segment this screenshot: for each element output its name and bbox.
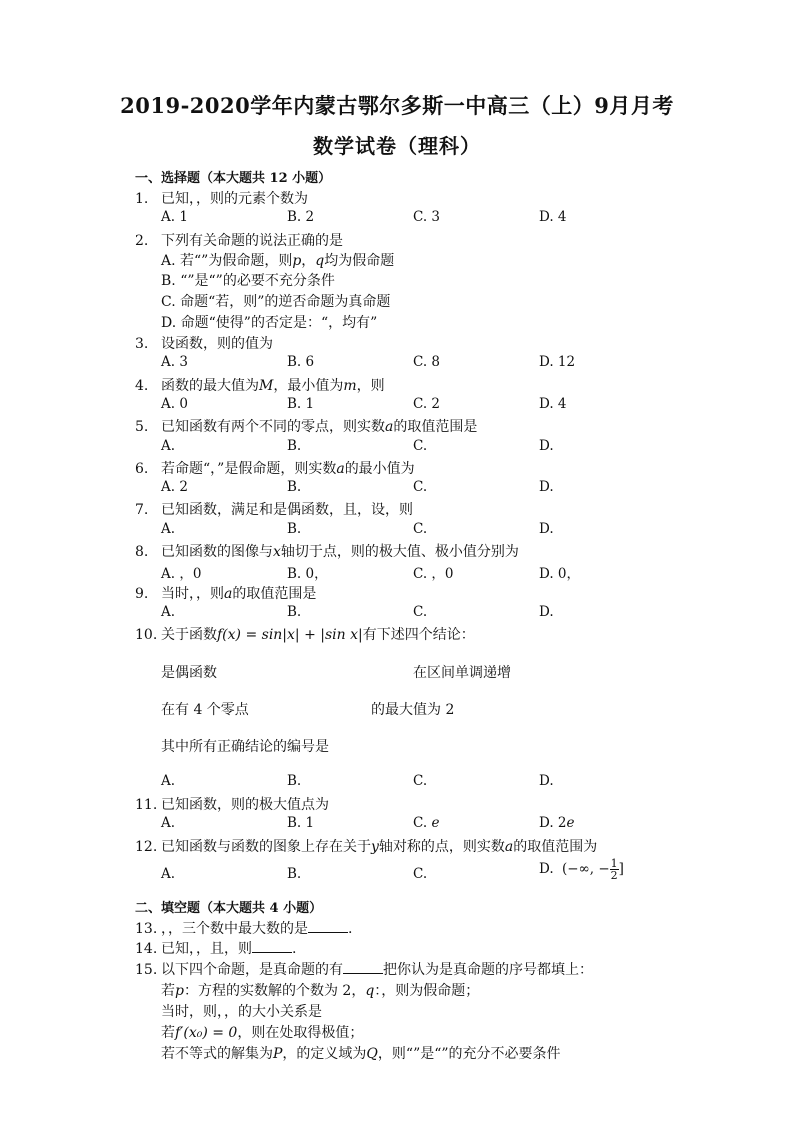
question-stem: 的取值范围是 [232, 586, 317, 602]
math-fraction [610, 858, 619, 881]
q12-option-c: C. [413, 866, 428, 882]
option-text: 均为假命题 [324, 253, 395, 269]
math-var: a [385, 419, 394, 435]
question-stem: 有下述四个结论： [362, 627, 475, 643]
question-number: 11. [135, 797, 158, 813]
math-var: q [365, 983, 375, 999]
q12-option-a: A. [161, 866, 176, 882]
question-1 [135, 188, 308, 208]
question-stem: 已知函数有两个不同的零点，则实数 [161, 419, 385, 435]
math-var: M [259, 378, 274, 394]
question-number: 2. [135, 233, 149, 249]
q6-option-b: B. [287, 479, 302, 495]
question-number: 6. [135, 461, 149, 477]
q1-option-a: A. 1 [161, 209, 188, 225]
math-var: a [224, 586, 233, 602]
q4-option-b: B. 1 [287, 396, 315, 412]
question-stem: ，最小值为 [273, 378, 344, 394]
answer-blank[interactable] [308, 920, 348, 933]
question-number: 12. [135, 839, 158, 855]
question-11 [135, 794, 329, 814]
q10-option-a: A. [161, 773, 176, 789]
q12-option-d [539, 858, 624, 881]
q1-option-b: B. 2 [287, 209, 315, 225]
question-number: 4. [135, 378, 149, 394]
question-number: 13. [135, 921, 158, 937]
question-stem: 关于函数 [161, 627, 217, 643]
q1-option-c: C. 3 [413, 209, 441, 225]
math-var: m [343, 378, 357, 394]
question-stem: 轴切于点，则的极大值、极小值分别为 [280, 544, 519, 560]
q10-statement-1: 是偶函数 [161, 665, 217, 681]
proposition-text: 若不等式的解集为 [161, 1046, 273, 1062]
q9-option-a: A. [161, 604, 176, 620]
q3-option-d: D. 12 [539, 354, 576, 370]
q8-option-b: B. 0， [287, 566, 328, 582]
q4-option-a: A. 0 [161, 396, 188, 412]
exam-title-line1: 2019-2020学年内蒙古鄂尔多斯一中高三（上）9月月考 [120, 93, 674, 118]
question-number: 1. [135, 191, 149, 207]
option-text: ， [301, 253, 316, 269]
q12-option-b: B. [287, 866, 302, 882]
exam-title-line2: 数学试卷（理科） [313, 134, 481, 158]
fraction-numerator: 1 [610, 857, 618, 870]
question-number: 9. [135, 586, 149, 602]
question-stem: 以下四个命题，是真命题的有 [161, 962, 343, 978]
question-stem: 的取值范围是 [393, 419, 478, 435]
proposition-text: ，则在处取得极值； [237, 1025, 364, 1041]
q2-option-d: D. 命题“使得”的否定是：“，均有” [161, 315, 378, 331]
q7-option-d: D. [539, 521, 554, 537]
question-7 [135, 499, 413, 519]
q11-option-c [413, 815, 439, 831]
question-6 [135, 458, 415, 478]
question-number: 3. [135, 336, 149, 352]
question-stem: 轴对称的点，则实数 [378, 839, 505, 855]
section-heading-choice: 一、选择题（本大题共 12 小题） [135, 171, 332, 186]
question-12 [135, 836, 597, 856]
math-var: Q [366, 1046, 378, 1062]
question-number: 8. [135, 544, 149, 560]
math-formula: f′(x₀) = 0 [175, 1025, 238, 1041]
q5-option-c: C. [413, 438, 428, 454]
q10-statement-4: 的最大值为 2 [371, 702, 455, 718]
section-heading-fill: 二、填空题（本大题共 4 小题） [135, 901, 323, 916]
question-stem: 已知函数的图像与 [161, 544, 273, 560]
option-text: A. 若“”为假命题，则 [161, 253, 293, 269]
q3-option-a: A. 3 [161, 354, 188, 370]
q10-option-b: B. [287, 773, 302, 789]
q6-option-a: A. 2 [161, 479, 188, 495]
math-var: P [273, 1046, 283, 1062]
option-text: C. [413, 815, 432, 831]
math-var: x [273, 544, 281, 560]
question-stem: 的取值范围为 [513, 839, 598, 855]
question-13 [135, 918, 352, 938]
math-var: p [292, 253, 302, 269]
q5-option-a: A. [161, 438, 176, 454]
answer-blank[interactable] [343, 961, 383, 974]
option-text: D. [539, 861, 554, 877]
option-text: D. 2 [539, 815, 567, 831]
question-stem: 函数的最大值为 [161, 378, 259, 394]
q5-option-d: D. [539, 438, 554, 454]
proposition-text: ，的定义域为 [282, 1046, 367, 1062]
math-interval: (−∞, − [561, 861, 610, 877]
question-8 [135, 541, 519, 561]
q15-proposition-3 [161, 1022, 363, 1042]
question-stem: . [348, 921, 353, 937]
q7-option-b: B. [287, 521, 302, 537]
proposition-text: 若 [161, 983, 175, 999]
q10-option-d: D. [539, 773, 554, 789]
math-formula: f(x) = sin|x| + |sin x| [217, 627, 363, 643]
math-interval: ] [618, 861, 624, 877]
q2-option-c: C. 命题“若，则”的逆否命题为真命题 [161, 294, 391, 310]
q8-option-c: C. ，0 [413, 566, 454, 582]
q1-option-d: D. 4 [539, 209, 567, 225]
answer-blank[interactable] [252, 940, 292, 953]
q15-proposition-2: 当时，则，，的大小关系是 [161, 1004, 322, 1020]
question-9 [135, 583, 316, 603]
question-stem: ，则 [356, 378, 385, 394]
math-var: e [431, 815, 440, 831]
question-stem: 已知，，且，则 [161, 941, 252, 957]
q6-option-d: D. [539, 479, 554, 495]
q8-option-a: A. ，0 [161, 566, 202, 582]
q10-ask: 其中所有正确结论的编号是 [161, 739, 329, 755]
q7-option-a: A. [161, 521, 176, 537]
proposition-text: 若 [161, 1025, 175, 1041]
q10-statement-3: 在有 4 个零点 [161, 702, 249, 718]
question-stem: . [292, 941, 297, 957]
question-5 [135, 416, 477, 436]
question-4 [135, 375, 385, 395]
math-var: y [371, 839, 379, 855]
question-number: 7. [135, 502, 149, 518]
question-stem: 已知函数，满足和是偶函数，且，设，则 [161, 502, 413, 518]
q11-option-d [539, 815, 575, 831]
q2-option-b: B. “”是“”的必要不充分条件 [161, 273, 335, 289]
q8-option-d: D. 0， [539, 566, 581, 582]
q10-statement-2: 在区间单调递增 [413, 665, 511, 681]
q11-option-b: B. 1 [287, 815, 315, 831]
math-var: e [566, 815, 575, 831]
question-stem: 下列有关命题的说法正确的是 [161, 233, 343, 249]
proposition-text: ：，则为假命题； [374, 983, 480, 999]
question-15 [135, 959, 593, 979]
question-number: 15. [135, 962, 158, 978]
question-stem: 若命题“，”是假命题，则实数 [161, 461, 337, 477]
q9-option-c: C. [413, 604, 428, 620]
question-number: 5. [135, 419, 149, 435]
math-var: p [175, 983, 184, 999]
question-stem: 设函数，则的值为 [161, 336, 273, 352]
q4-option-c: C. 2 [413, 396, 441, 412]
question-stem: 已知函数，则的极大值点为 [161, 797, 329, 813]
q11-option-a: A. [161, 815, 176, 831]
q7-option-c: C. [413, 521, 428, 537]
question-stem: 的最小值为 [344, 461, 415, 477]
question-stem: ，，三个数中最大数的是 [161, 921, 308, 937]
q4-option-d: D. 4 [539, 396, 567, 412]
question-number: 14. [135, 941, 158, 957]
q15-proposition-4 [161, 1043, 561, 1063]
proposition-text: ，则“”是“”的充分不必要条件 [377, 1046, 561, 1062]
q3-option-c: C. 8 [413, 354, 441, 370]
question-2 [135, 230, 343, 250]
question-stem: 已知函数与函数的图象上存在关于 [161, 839, 371, 855]
q15-proposition-1 [161, 980, 479, 1000]
q5-option-b: B. [287, 438, 302, 454]
math-var: a [336, 461, 345, 477]
question-14 [135, 938, 296, 958]
question-stem: 把你认为是真命题的序号都填上： [383, 962, 593, 978]
question-number: 10. [135, 627, 158, 643]
math-var: a [504, 839, 514, 855]
q3-option-b: B. 6 [287, 354, 315, 370]
proposition-text: ：方程的实数解的个数为 2， [183, 983, 366, 999]
q10-option-c: C. [413, 773, 428, 789]
question-stem: 当时，，则 [161, 586, 224, 602]
question-stem: 已知，，则的元素个数为 [161, 191, 308, 207]
q9-option-b: B. [287, 604, 302, 620]
question-3 [135, 333, 273, 353]
q2-option-a [161, 250, 394, 270]
q6-option-c: C. [413, 479, 428, 495]
math-var: q [315, 253, 325, 269]
fraction-denominator: 2 [610, 869, 618, 882]
question-10 [135, 624, 475, 644]
q9-option-d: D. [539, 604, 554, 620]
